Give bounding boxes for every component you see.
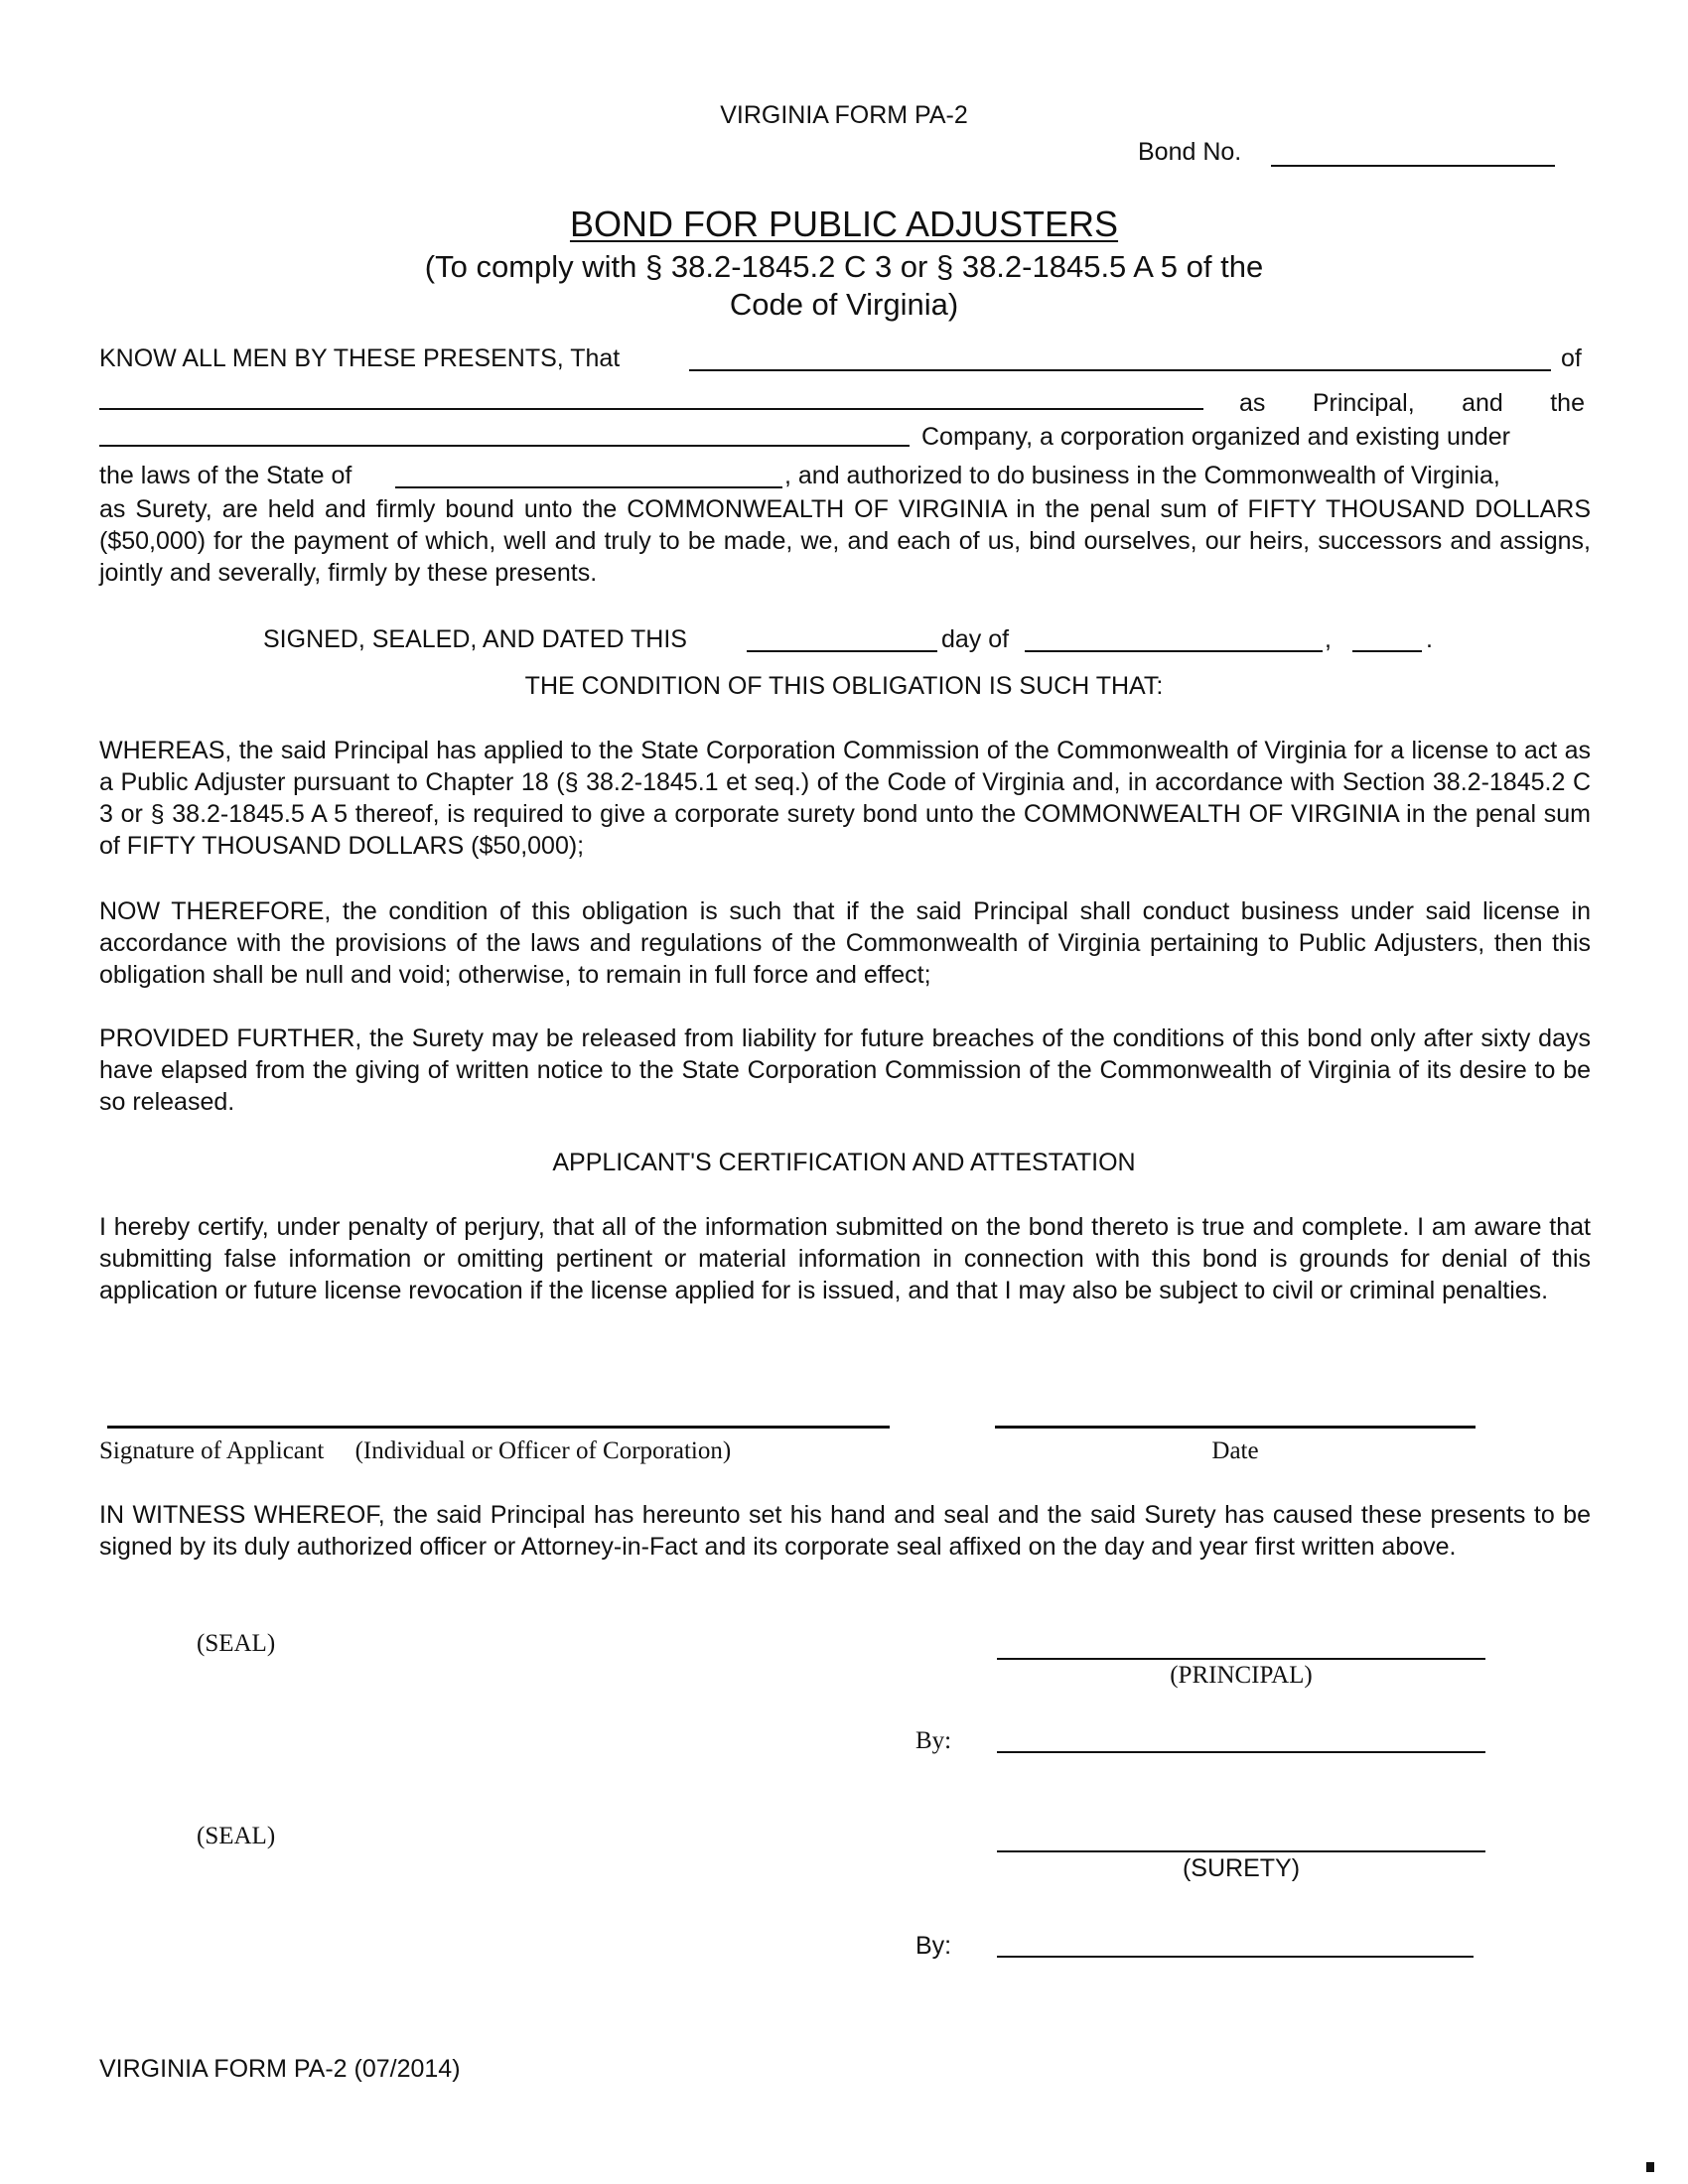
bond-no-label: Bond No. xyxy=(1138,138,1242,166)
day-of-text: day of xyxy=(941,625,1010,653)
as-principal-word: and xyxy=(1462,389,1503,417)
principal-address-field[interactable] xyxy=(99,408,1203,410)
signed-sealed-text: SIGNED, SEALED, AND DATED THIS xyxy=(263,625,687,653)
principal-label: (PRINCIPAL) xyxy=(1170,1662,1313,1689)
surety-by-field[interactable] xyxy=(997,1956,1474,1958)
page-corner-mark xyxy=(1646,2162,1654,2172)
comma-text: , xyxy=(1325,625,1332,653)
witness-paragraph: IN WITNESS WHEREOF, the said Principal has hereunto set his hand and seal and the said Surety has caused these presents to be signed by its duly authorized officer or Attorney-in-Fact and its corporate seal affixed on the day and year first written above. xyxy=(99,1501,1591,1561)
condition-heading: THE CONDITION OF THIS OBLIGATION IS SUCH THAT: xyxy=(524,672,1164,700)
principal-by-text: By: xyxy=(915,1727,952,1754)
laws-state-text: the laws of the State of xyxy=(99,462,352,489)
certification-paragraph: I hereby certify, under penalty of perjury, that all of the information submitted on the bond thereto is true and complete. I am aware that submitting false information or omitting pertinent or material information in connection with this bond is grounds for denial of this application or future license revocation if the license applied for is issued, and that I may also be subject to civil or criminal penalties. xyxy=(99,1213,1591,1304)
applicant-signature-label: Signature of Applicant (Individual or Officer of Corporation) xyxy=(99,1437,732,1464)
signed-day-field[interactable] xyxy=(747,650,937,652)
whereas-paragraph: WHEREAS, the said Principal has applied to the State Corporation Commission of the Commonwealth of Virginia for a license to act as a Public Adjuster pursuant to Chapter 18 (§ 38.2-1845.1 et seq.) of the Code of Virginia and, in accordance with Section 38.2-1845.2 C 3 or § 38.2-1845.5 A 5 thereof, is required to give a corporate surety bond unto the COMMONWEALTH OF VIRGINIA in the penal sum of FIFTY THOUSAND DOLLARS ($50,000); xyxy=(99,737,1591,860)
certification-heading: APPLICANT'S CERTIFICATION AND ATTESTATION xyxy=(552,1149,1136,1176)
form-subtitle-line1: (To comply with § 38.2-1845.2 C 3 or § 38.2-1845.5 A 5 of the xyxy=(424,249,1264,284)
as-principal-word: as xyxy=(1239,389,1266,417)
period-text: . xyxy=(1426,625,1433,653)
bond-no-field[interactable] xyxy=(1271,165,1555,167)
company-text: Company, a corporation organized and existing under xyxy=(921,423,1510,451)
signed-year-field[interactable] xyxy=(1352,650,1422,652)
now-therefore-paragraph: NOW THEREFORE, the condition of this obligation is such that if the said Principal shall conduct business under said license in accordance with the provisions of the laws and regulations of the Commonwealth of Virginia pertaining to Public Adjusters, then this obligation shall be null and void; otherwise, to remain in full force and effect; xyxy=(99,897,1591,989)
surety-label: (SURETY) xyxy=(1182,1854,1301,1882)
state-field[interactable] xyxy=(395,486,782,488)
date-label: Date xyxy=(1211,1437,1259,1464)
form-id-header: VIRGINIA FORM PA-2 xyxy=(720,101,968,129)
form-title: BOND FOR PUBLIC ADJUSTERS xyxy=(569,204,1119,244)
as-principal-text xyxy=(1239,387,1585,419)
surety-by-text: By: xyxy=(915,1932,952,1960)
know-all-men-text: KNOW ALL MEN BY THESE PRESENTS, That xyxy=(99,344,621,372)
authorized-text: , and authorized to do business in the Commonwealth of Virginia, xyxy=(784,462,1500,489)
form-version-footer: VIRGINIA FORM PA-2 (07/2014) xyxy=(99,2055,461,2083)
as-principal-word: the xyxy=(1550,389,1585,417)
surety-company-field[interactable] xyxy=(99,445,910,447)
provided-further-paragraph: PROVIDED FURTHER, the Surety may be released from liability for future breaches of the conditions of this bond only after sixty days have elapsed from the giving of written notice to the State Corporation Commission of the Commonwealth of Virginia of its desire to be so released. xyxy=(99,1024,1591,1116)
principal-name-field[interactable] xyxy=(689,369,1551,371)
surety-paragraph: as Surety, are held and firmly bound unto the COMMONWEALTH OF VIRGINIA in the penal sum of FIFTY THOUSAND DOLLARS ($50,000) for the payment of which, well and truly to be made, we, and each of us, bind ourselves, our heirs, successors and assigns, jointly and severally, firmly by these presents. xyxy=(99,495,1591,587)
applicant-signature-field[interactable] xyxy=(107,1426,890,1429)
surety-seal-text: (SEAL) xyxy=(197,1823,276,1849)
applicant-date-field[interactable] xyxy=(995,1426,1476,1429)
signed-month-field[interactable] xyxy=(1025,650,1323,652)
as-principal-word: Principal, xyxy=(1312,389,1415,417)
of-text: of xyxy=(1561,344,1582,372)
principal-seal-text: (SEAL) xyxy=(197,1630,276,1657)
principal-by-field[interactable] xyxy=(997,1751,1485,1753)
form-subtitle-line2: Code of Virginia) xyxy=(729,287,959,322)
